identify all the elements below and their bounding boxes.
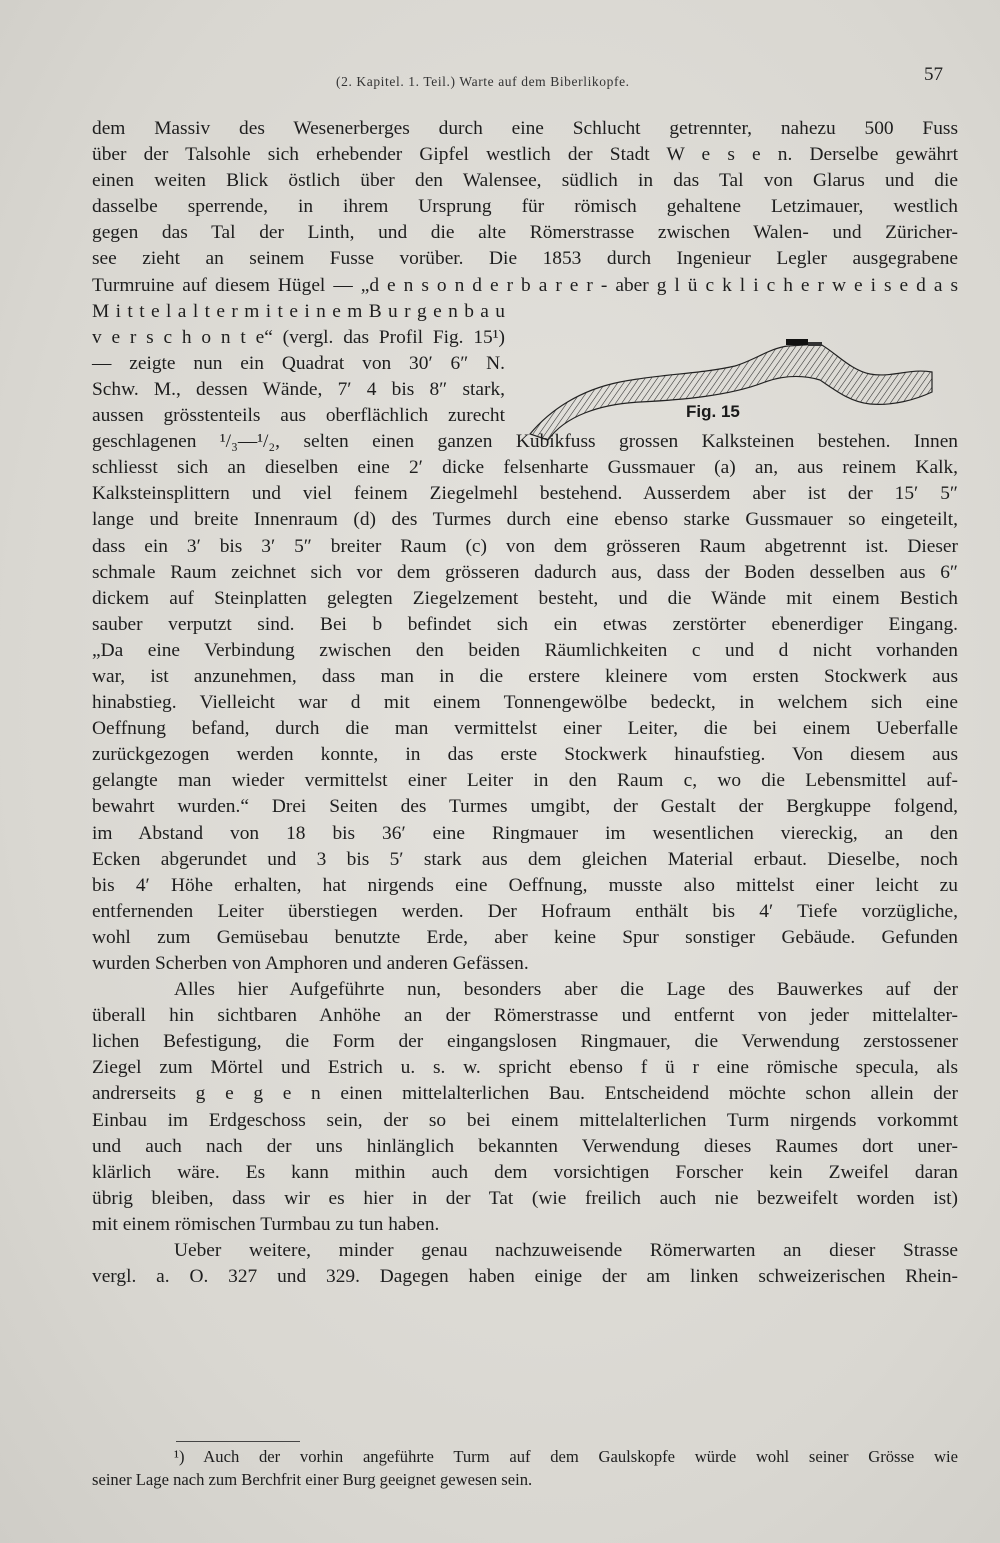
text-line: im Abstand von 18 bis 36′ eine Ringmauer im wesentlichen viereckig, an den: [92, 822, 958, 844]
footnote-line: ¹) Auch der vorhin angeführte Turm auf dem Gaulskopfe würde wohl seiner Grösse wie: [174, 1447, 958, 1466]
text-line: see zieht an seinem Fusse vorüber. Die 1853 durch Ingenieur Legler ausgegrabene: [92, 248, 958, 270]
text-line: schliesst sich an dieselben eine 2′ dicke felsenharte Gussmauer (a) an, aus reinem Kalk,: [92, 457, 958, 479]
text-line: hinabstieg. Vielleicht war d mit einem Tonnengewölbe bedeckt, in welchem sich eine: [92, 692, 958, 714]
text-line: andrerseits g e g e n einen mittelalterlichen Bau. Entscheidend möchte schon allein der: [92, 1083, 958, 1105]
text-line: Schw. M., dessen Wände, 7′ 4 bis 8″ stark,: [92, 378, 505, 400]
footnote-line: seiner Lage nach zum Berchfrit einer Burg geeignet gewesen sein.: [92, 1470, 533, 1489]
text-line: v e r s c h o n t e“ (vergl. das Profil Fig. 15¹): [92, 326, 505, 348]
text-line: klärlich wäre. Es kann mithin auch dem vorsichtigen Forscher kein Zweifel daran: [92, 1161, 958, 1183]
text-line: geschlagenen ¹/₃—¹/₂, selten einen ganzen Kubikfuss grossen Kalksteinen bestehen. Innen: [92, 431, 958, 453]
text-line: gelangte man wieder vermittelst einer Leiter in den Raum c, wo die Lebensmittel auf-: [92, 770, 958, 792]
text-line: sauber verputzt sind. Bei b befindet sich ein etwas zerstörter ebenerdiger Eingang.: [92, 613, 958, 635]
text-line: schmale Raum zeichnet sich vor dem grösseren dadurch aus, dass der Boden desselben aus 6″: [92, 561, 958, 583]
text-line: Turmruine auf diesem Hügel — „d e n s o n d e r b a r e r - aber g l ü c k l i c h e r w e i s e d a s: [92, 274, 958, 296]
figure-caption: Fig. 15: [686, 402, 740, 421]
text-line: Ueber weitere, minder genau nachzuweisende Römerwarten an dieser Strasse: [174, 1240, 958, 1262]
text-line: bewahrt wurden.“ Drei Seiten des Turmes umgibt, der Gestalt der Bergkuppe folgend,: [92, 796, 958, 818]
text-line: — zeigte nun ein Quadrat von 30′ 6″ N.: [92, 352, 505, 374]
text-line: gegen das Tal der Linth, und die alte Römerstrasse zwischen Walen- und Züricher-: [92, 222, 958, 244]
text-line: mit einem römischen Turmbau zu tun haben.: [92, 1213, 440, 1235]
body-text: [92, 116, 958, 1290]
text-line: war, ist anzunehmen, dass man in die erstere kleinere vom ersten Stockwerk aus: [92, 665, 958, 687]
text-line: überall hin sichtbaren Anhöhe an der Römerstrasse und entfernt von jeder mittelalter-: [92, 1005, 958, 1027]
text-line: wurden Scherben von Amphoren und anderen Gefässen.: [92, 953, 529, 974]
page-number: 57: [924, 64, 943, 85]
footnote-rule: [176, 1441, 300, 1442]
text-line: Alles hier Aufgeführte nun, besonders aber die Lage des Bauwerkes auf der: [174, 979, 958, 1001]
page-header: [0, 64, 1000, 94]
text-line: aussen grösstenteils aus oberflächlich zurecht: [92, 405, 505, 427]
text-line: zurückgezogen werden konnte, in das erste Stockwerk hinaufstieg. Von diesem aus: [92, 744, 958, 766]
text-line: über der Talsohle sich erhebender Gipfel westlich der Stadt W e s e n. Derselbe gewährt: [92, 144, 958, 166]
text-line: dass ein 3′ bis 3′ 5″ breiter Raum (c) von dem grösseren Raum abgetrennt ist. Dieser: [92, 535, 958, 557]
text-line: dem Massiv des Wesenerberges durch eine Schlucht getrennter, nahezu 500 Fuss: [92, 118, 958, 139]
text-line: Einbau im Erdgeschoss sein, der so bei einem mittelalterlichen Turm nirgends vorkommt: [92, 1109, 958, 1131]
text-line: Kalksteinsplittern und viel feinem Ziegelmehl bestehend. Ausserdem aber ist der 15′ 5″: [92, 483, 958, 505]
text-line: übrig bleiben, dass wir es hier in der Tat (wie freilich auch nie bezweifelt worden ist): [92, 1187, 958, 1209]
text-line: dickem auf Steinplatten gelegten Ziegelzement besteht, und die Wände mit einem Bestich: [92, 587, 958, 609]
text-line: entfernenden Leiter überstiegen werden. Der Hofraum enthält bis 4′ Tiefe vorzügliche,: [92, 900, 958, 922]
footnote: [92, 1445, 958, 1491]
text-line: und auch nach der uns hinlänglich bekannten Verwendung dieses Raumes dort uner-: [92, 1135, 958, 1157]
text-line: wohl zum Gemüsebau benutzte Erde, aber keine Spur sonstiger Gebäude. Gefunden: [92, 926, 958, 948]
text-line: lichen Befestigung, die Form der eingangslosen Ringmauer, die Verwendung zerstossener: [92, 1031, 958, 1053]
text-line: Ziegel zum Mörtel und Estrich u. s. w. spricht ebenso f ü r eine römische specula, als: [92, 1057, 958, 1079]
text-line: lange und breite Innenraum (d) des Turmes durch eine ebenso starke Gussmauer so eingeteilt,: [92, 509, 958, 531]
text-line: Oeffnung befand, durch die man vermittelst einer Leiter, die bei einem Ueberfalle: [92, 718, 958, 740]
text-line: M i t t e l a l t e r m i t e i n e m B u r g e n b a u: [92, 300, 505, 322]
text-line: vergl. a. O. 327 und 329. Dagegen haben einige der am linken schweizerischen Rhein-: [92, 1266, 958, 1288]
text-line: einen weiten Blick östlich über den Walensee, südlich in das Tal von Glarus und die: [92, 170, 958, 192]
text-line: bis 4′ Höhe erhalten, hat nirgends eine Oeffnung, musste also mittelst einer leicht zu: [92, 874, 958, 896]
text-line: „Da eine Verbindung zwischen den beiden Räumlichkeiten c und d nicht vorhanden: [92, 639, 958, 661]
text-line: Ecken abgerundet und 3 bis 5′ stark aus dem gleichen Material erbaut. Dieselbe, noch: [92, 848, 958, 870]
running-head: (2. Kapitel. 1. Teil.) Warte auf dem Biberlikopfe.: [336, 74, 630, 89]
text-line: dasselbe sperrende, in ihrem Ursprung für römisch gehaltene Letzimauer, westlich: [92, 196, 958, 218]
